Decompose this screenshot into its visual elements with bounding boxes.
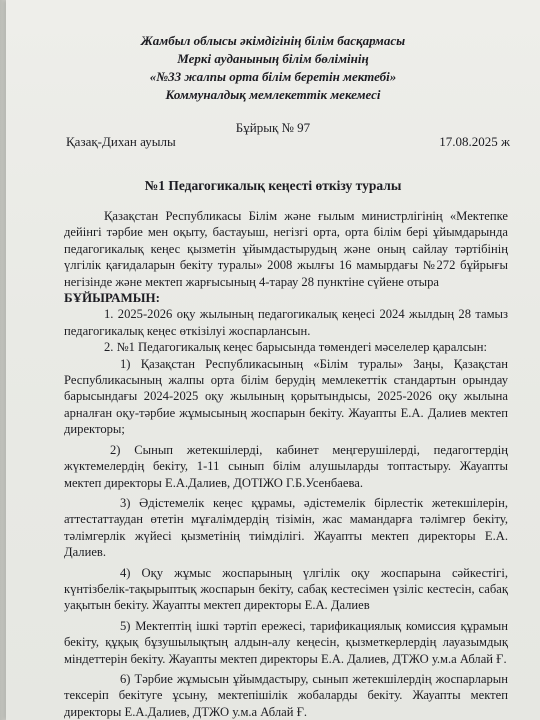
agenda-item-1: 1) Қазақстан Республикасының «Білім туралы» Заңы, Қазақстан Республикасының жалпы орта білім берудің мемлекеттік стандартын орындау барысындағы 2024-2025 оқу жылының қорытындысы, 2025-2026 оқу жылына арналған оқу-тәрбие жұмысының жоспарын бекіту. Жауапты Е.А. Далиев мектеп директоры; <box>64 356 508 437</box>
document-body <box>64 208 508 720</box>
agenda-item-5: 5) Мектептің ішкі тәртіп ережесі, тарификациялық комиссия құрамын бекіту, құқық бұзушылықтың алдын-алу кеңесін, қызметкерлердің лауазымдық міндеттерін бекіту. Жауапты мектеп директоры Е.А. Далиев, ДТЖО у.м.а Аблай Ғ. <box>64 618 508 666</box>
agenda-item-2: 2) Сынып жетекшілерді, кабинет меңгерушілерді, педагогтердің жүктемелердің бекіту, 1-11 сынып білім алушыларды топтастыру. Жауапты мектеп директоры Е.А.Далиев, ДОТІЖО Г.Б.Усенбаева. <box>64 442 508 490</box>
letterhead <box>6 32 540 104</box>
letterhead-line-1: Жамбыл облысы әкімдігінің білім басқармасы <box>140 33 406 48</box>
order-item-2: 2. №1 Педагогикалық кеңес барысында төмендегі мәселелер қаралсын: <box>104 340 488 355</box>
preamble-paragraph: Қазақстан Республикасы Білім және ғылым министрлігінің «Мектепке дейінгі тәрбие мен оқыту, бастауыш, негізгі орта, орта білім бері ұйымдарында педагогикалық кеңес қызметін ұйымдастырудың және оның сайлау тәртібінің үлгілік қағидаларын бекіту туралы» 2008 жылғы 16 мамырдағы №272 бұйрығы негізінде және мектеп жарғысының 4-тарау 28 пунктіне сүйене отыра <box>64 209 508 289</box>
letterhead-line-4: Коммуналдық мемлекеттік мекемесі <box>165 87 381 102</box>
order-date: 17.08.2025 ж <box>439 134 510 149</box>
agenda-item-3: 3) Әдістемелік кеңес құрамы, әдістемелік бірлестік жетекшілерін, аттестаттаудан өтетін мұғалімдердің тізімін, жас мамандарға тәлімгер бекіту, тәлімгерлік жүйесі қызметінің тиімділігі. Жауапты мектеп директоры Е.А. Далиев. <box>64 495 508 560</box>
letterhead-line-2: Меркі ауданының білім бөлімінің <box>177 51 369 66</box>
document-page <box>6 0 540 720</box>
order-word: БҰЙЫРАМЫН: <box>64 290 161 306</box>
agenda-item-6: 6) Тәрбие жұмысын ұйымдастыру, сынып жетекшілердің жоспарларын тексеріп бекітуге ұсыну, мектепішілік жобаларды бекіту. Жауапты мектеп директоры Е.А.Далиев, ДТЖО у.м.а Аблай Ғ. <box>64 671 508 719</box>
order-number: Бұйрық № 97 <box>235 120 311 135</box>
village-name: Қазақ-Дихан ауылы <box>66 134 176 149</box>
order-item-1: 1. 2025-2026 оқу жылының педагогикалық кеңесі 2024 жылдың 28 тамыз педагогикалық кеңес өткізілуі жоспарлансын. <box>64 307 508 338</box>
document-title: №1 Педагогикалық кеңесті өткізу туралы <box>144 178 402 193</box>
letterhead-line-3: «№33 жалпы орта білім беретін мектебі» <box>149 69 397 84</box>
agenda-item-4: 4) Оқу жұмыс жоспарының үлгілік оқу жоспарына сәйкестігі, күнтізбелік-тақырыптық жоспарын бекіту, сабақ кестесімен үзіліс кестесін, сабақ уақытын бекіту. Жауапты мектеп директоры Е.А. Далиев <box>64 565 508 613</box>
